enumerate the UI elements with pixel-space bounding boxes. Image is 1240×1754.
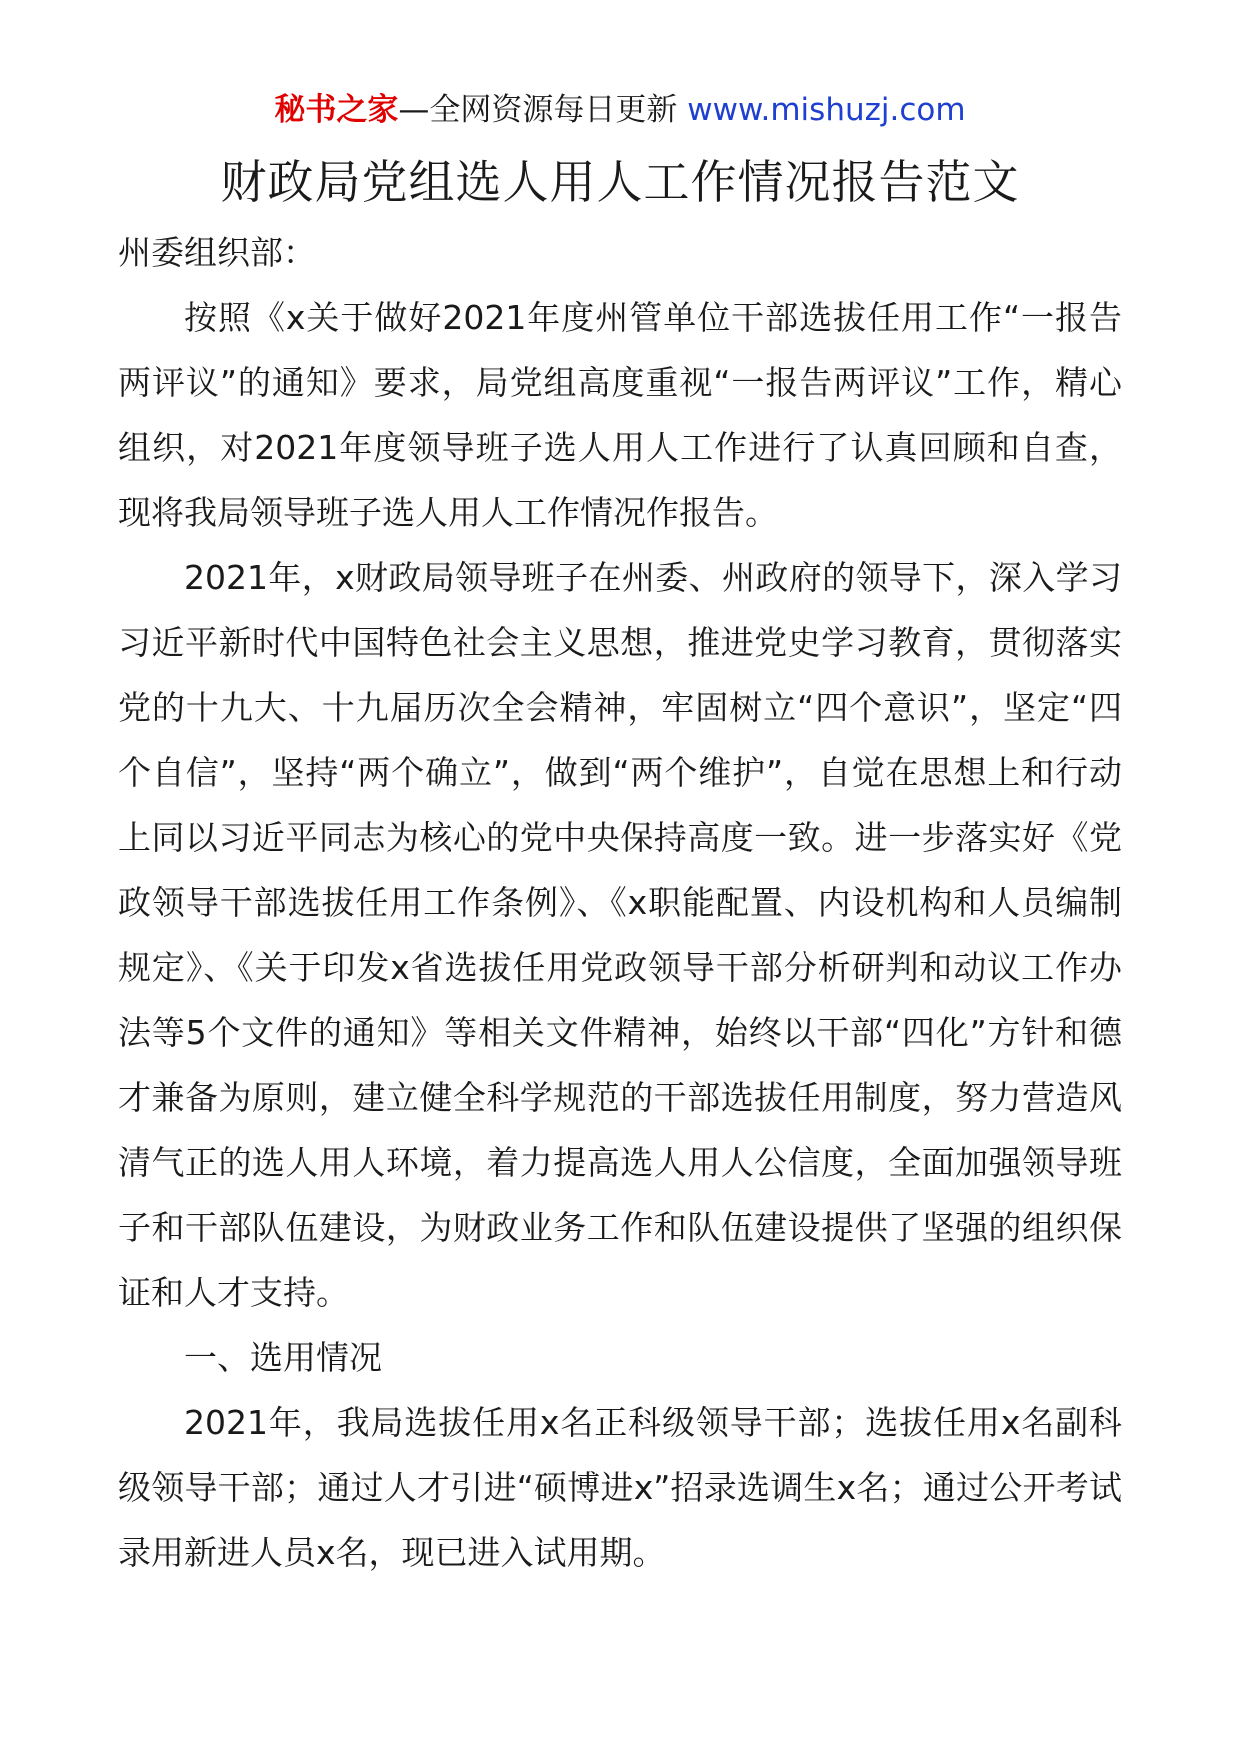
paragraph-intro: 按照《x关于做好2021年度州管单位干部选拔任用工作“一报告两评议”的通知》要求，局党组高度重视“一报告两评议”工作，精心组织，对2021年度领导班子选人用人工作进行了认真回顾和自查，现将我局领导班子选人用人工作情况作报告。 [118, 298, 1122, 532]
paragraph-section-body: 2021年，我局选拔任用x名正科级领导干部；选拔任用x名副科级领导干部；通过人才引进“硕博进x”招录选调生x名；通过公开考试录用新进人员x名，现已进入试用期。 [118, 1403, 1122, 1572]
paragraph-overview: 2021年，x财政局领导班子在州委、州政府的领导下，深入学习习近平新时代中国特色社会主义思想，推进党史学习教育，贯彻落实党的十九大、十九届历次全会精神，牢固树立“四个意识”，坚定“四个自信”，坚持“两个确立”，做到“两个维护”，自觉在思想上和行动上同以习近平同志为核心的党中央保持高度一致。进一步落实好《党政领导干部选拔任用工作条例》、《x职能配置、内设机构和人员编制规定》、《关于印发x省选拔任用党政领导干部分析研判和动议工作办法等5个文件的通知》等相关文件精神，始终以干部“四化”方针和德才兼备为原则，建立健全科学规范的干部选拔任用制度，努力营造风清气正的选人用人环境，着力提高选人用人公信度，全面加强领导班子和干部队伍建设，为财政业务工作和队伍建设提供了坚强的组织保证和人才支持。 [118, 558, 1122, 1312]
brand-name: 秘书之家 [274, 92, 399, 128]
document-title: 财政局党组选人用人工作情况报告范文 [220, 155, 1020, 209]
section-heading: 一、选用情况 [184, 1338, 382, 1377]
site-url-link[interactable]: www.mishuzj.com [687, 92, 966, 128]
salutation: 州委组织部： [118, 233, 316, 272]
site-header [118, 88, 1122, 132]
header-tagline: —全网资源每日更新 [398, 92, 688, 128]
